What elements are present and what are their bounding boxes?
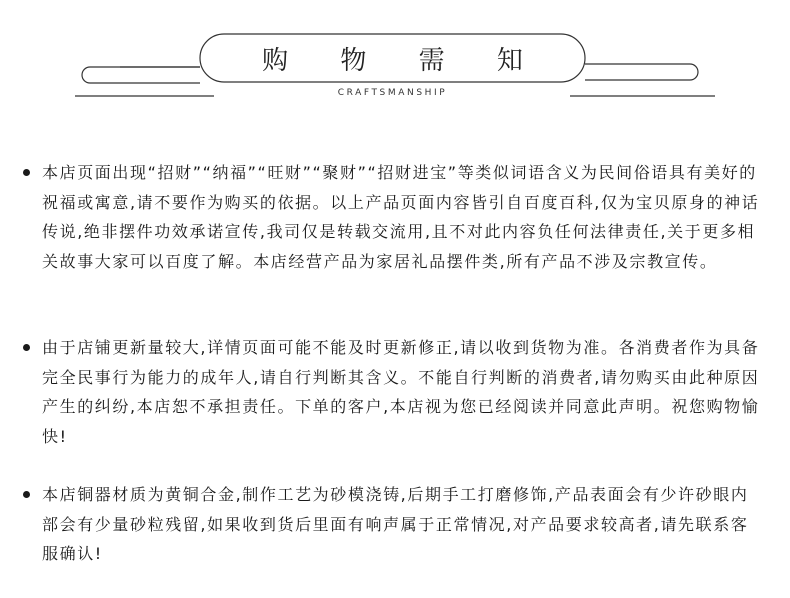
notice-item <box>42 158 762 276</box>
notice-item <box>42 480 762 569</box>
bullet-icon <box>23 169 30 176</box>
page-title: 购 物 需 知 <box>262 45 545 76</box>
notice-text: 本店铜器材质为黄铜合金,制作工艺为砂模浇铸,后期手工打磨修饰,产品表面会有少许砂眼内部会有少量砂粒残留,如果收到货后里面有响声属于正常情况,对产品要求较高者,请先联系客服确认! <box>42 485 749 563</box>
page-subtitle: CRAFTSMANSHIP <box>337 88 448 98</box>
bullet-icon <box>23 344 30 351</box>
bullet-icon <box>23 491 30 498</box>
notice-text: 本店页面出现“招财”“纳福”“旺财”“聚财”“招财进宝”等类似词语含义为民间俗语具有美好的祝福或寓意,请不要作为购买的依据。以上产品页面内容皆引自百度百科,仅为宝贝原身的神话传说,绝非摆件功效承诺宣传,我司仅是转载交流用,且不对此内容负任何法律责任,关于更多相关故事大家可以百度了解。本店经营产品为家居礼品摆件类,所有产品不涉及宗教宣传。 <box>42 163 760 271</box>
notice-text: 由于店铺更新量较大,详情页面可能不能及时更新修正,请以收到货物为准。各消费者作为具备完全民事行为能力的成年人,请自行判断其含义。不能自行判断的消费者,请勿购买由此种原因产生的纠纷,本店恕不承担责任。下单的客户,本店视为您已经阅读并同意此声明。祝您购物愉快! <box>42 338 760 446</box>
notice-item <box>42 333 762 451</box>
